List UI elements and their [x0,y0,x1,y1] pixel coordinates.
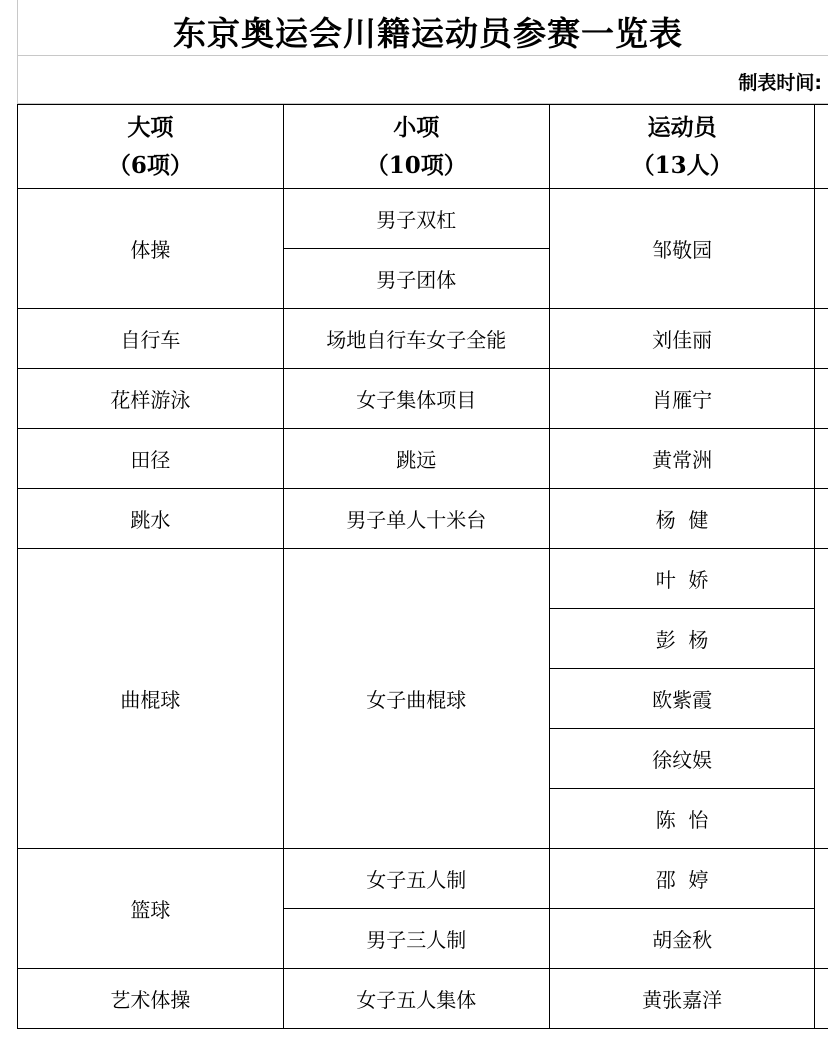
edge-cell [815,429,828,489]
edge-cell [815,189,828,309]
athlete-cell: 黄张嘉洋 [549,969,815,1029]
page-title: 东京奥运会川籍运动员参赛一览表 [173,14,683,53]
event-cell: 女子集体项目 [283,369,549,429]
table-row [18,429,828,489]
header-sport-name: 大项 [127,114,174,141]
sport-cell: 田径 [18,429,284,489]
athlete-cell: 邵 婷 [549,849,815,909]
athlete-cell: 邹敬园 [549,189,815,309]
edge-cell [815,849,828,969]
athlete-cell: 彭 杨 [549,609,815,669]
sport-cell: 体操 [18,189,284,309]
event-cell: 场地自行车女子全能 [283,309,549,369]
header-sport [18,105,284,189]
edge-cell [815,489,828,549]
header-event [283,105,549,189]
event-cell: 女子五人制 [283,849,549,909]
athlete-cell: 陈 怡 [549,789,815,849]
edge-cell [815,549,828,849]
table-row [18,489,828,549]
edge-cell [815,309,828,369]
title-bar [17,0,828,56]
athlete-cell: 刘佳丽 [549,309,815,369]
header-athlete-name: 运动员 [647,114,717,141]
athlete-cell: 徐纹娱 [549,729,815,789]
made-time-label: 制表时间: [738,72,822,94]
table-row [18,369,828,429]
sport-cell: 花样游泳 [18,369,284,429]
event-cell: 跳远 [283,429,549,489]
sport-cell: 艺术体操 [18,969,284,1029]
header-edge [815,105,828,189]
athlete-cell: 胡金秋 [549,909,815,969]
event-cell: 男子团体 [283,249,549,309]
sport-cell: 跳水 [18,489,284,549]
table-row [18,309,828,369]
sport-cell: 篮球 [18,849,284,969]
event-cell: 男子三人制 [283,909,549,969]
table-row [18,849,828,909]
header-row [18,105,828,189]
athlete-table [17,104,828,1029]
table-row [18,189,828,249]
event-cell: 男子单人十米台 [283,489,549,549]
event-cell: 男子双杠 [283,189,549,249]
header-athlete [549,105,815,189]
edge-cell [815,369,828,429]
edge-cell [815,969,828,1029]
athlete-cell: 黄常洲 [549,429,815,489]
header-sport-count: （6项） [107,151,193,179]
athlete-cell: 叶 娇 [549,549,815,609]
event-cell: 女子曲棍球 [283,549,549,849]
athlete-cell: 肖雁宁 [549,369,815,429]
header-event-count: （10项） [365,151,467,179]
event-cell: 女子五人集体 [283,969,549,1029]
meta-bar [17,56,828,104]
sport-cell: 自行车 [18,309,284,369]
header-athlete-count: （13人） [631,151,733,179]
table-row [18,969,828,1029]
sport-cell: 曲棍球 [18,549,284,849]
athlete-cell: 欧紫霞 [549,669,815,729]
header-event-name: 小项 [393,114,440,141]
athlete-cell: 杨 健 [549,489,815,549]
table-row [18,549,828,609]
